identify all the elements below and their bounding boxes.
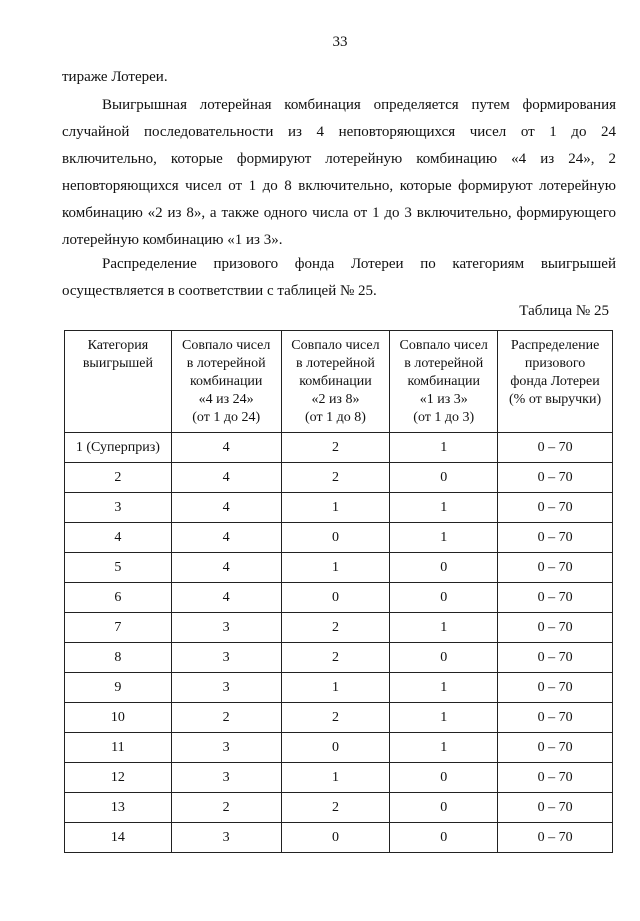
header-line: (от 1 до 3) [413, 410, 475, 425]
cell-match-1of3: 0 [390, 583, 498, 613]
paragraph-winning-combination: Выигрышная лотерейная комбинация определяется путем формирования случайной последовательности из 4 неповторяющихся чисел от 1 до 24 включительно, которые формируют лотерейную комбинацию «4 из 24», 2 неповторяющихся чисел от 1 до 8 включительно, которые формируют лотерейную комбинацию «2 из 8», а также одного числа от 1 до 3 включительно, формирующего лотерейную комбинацию «1 из 3». [62, 97, 616, 248]
cell-category: 7 [65, 613, 172, 643]
header-match-1of3 [390, 331, 498, 433]
table-row [65, 733, 613, 763]
cell-match-4of24: 4 [171, 493, 281, 523]
table-row [65, 553, 613, 583]
cell-match-2of8: 1 [281, 553, 390, 583]
cell-match-2of8: 1 [281, 493, 390, 523]
cell-match-2of8: 2 [281, 463, 390, 493]
cell-match-4of24: 4 [171, 523, 281, 553]
table-row [65, 613, 613, 643]
page-number: 33 [332, 34, 348, 50]
cell-match-1of3: 1 [390, 523, 498, 553]
cell-prize-fund: 0 – 70 [498, 643, 613, 673]
header-line: (от 1 до 24) [192, 410, 261, 425]
cell-category: 6 [65, 583, 172, 613]
cell-match-2of8: 0 [281, 523, 390, 553]
cell-match-1of3: 0 [390, 793, 498, 823]
header-line: комбинации [189, 374, 263, 389]
cell-category: 10 [65, 703, 172, 733]
cell-match-2of8: 1 [281, 763, 390, 793]
table-row [65, 643, 613, 673]
cell-match-1of3: 0 [390, 643, 498, 673]
cell-match-4of24: 4 [171, 463, 281, 493]
header-prize-fund [498, 331, 613, 433]
cell-prize-fund: 0 – 70 [498, 763, 613, 793]
table-row [65, 583, 613, 613]
cell-match-1of3: 0 [390, 553, 498, 583]
cell-match-1of3: 0 [390, 823, 498, 853]
cell-match-1of3: 1 [390, 613, 498, 643]
header-line: (от 1 до 8) [305, 410, 366, 425]
table-body [65, 433, 613, 853]
cell-category: 5 [65, 553, 172, 583]
cell-match-2of8: 1 [281, 673, 390, 703]
header-line: комбинации [299, 374, 372, 389]
cell-match-2of8: 2 [281, 643, 390, 673]
header-line: комбинации [407, 374, 480, 389]
header-line: выигрышей [82, 356, 153, 371]
header-line: в лотерейной [404, 356, 484, 371]
cell-prize-fund: 0 – 70 [498, 823, 613, 853]
table-row [65, 823, 613, 853]
cell-category: 4 [65, 523, 172, 553]
cell-match-4of24: 4 [171, 433, 281, 463]
table-row [65, 703, 613, 733]
cell-match-1of3: 1 [390, 703, 498, 733]
cell-prize-fund: 0 – 70 [498, 433, 613, 463]
cell-category: 14 [65, 823, 172, 853]
header-line: Совпало чисел [399, 338, 488, 353]
header-line: в лотерейной [295, 356, 375, 371]
prize-distribution-table [64, 330, 613, 853]
cell-match-4of24: 2 [171, 793, 281, 823]
cell-match-4of24: 3 [171, 823, 281, 853]
header-category [65, 331, 172, 433]
paragraph-prize-distribution: Распределение призового фонда Лотереи по категориям выигрышей осуществляется в соответствии с таблицей № 25. [62, 256, 616, 299]
cell-prize-fund: 0 – 70 [498, 703, 613, 733]
cell-match-2of8: 2 [281, 793, 390, 823]
cell-match-2of8: 2 [281, 613, 390, 643]
cell-category: 3 [65, 493, 172, 523]
cell-category: 8 [65, 643, 172, 673]
table-row [65, 493, 613, 523]
cell-match-1of3: 1 [390, 733, 498, 763]
table-row [65, 433, 613, 463]
cell-match-1of3: 1 [390, 493, 498, 523]
cell-match-2of8: 0 [281, 733, 390, 763]
paragraph-continuation: тираже Лотереи. [62, 69, 168, 85]
cell-prize-fund: 0 – 70 [498, 493, 613, 523]
cell-category: 13 [65, 793, 172, 823]
cell-match-2of8: 0 [281, 583, 390, 613]
header-line: «1 из 3» [419, 392, 468, 407]
header-line: (% от выручки) [509, 392, 602, 407]
cell-match-4of24: 3 [171, 643, 281, 673]
cell-match-4of24: 3 [171, 733, 281, 763]
cell-category: 12 [65, 763, 172, 793]
table-row [65, 523, 613, 553]
cell-prize-fund: 0 – 70 [498, 733, 613, 763]
table-row [65, 463, 613, 493]
header-line: Совпало чисел [181, 338, 271, 353]
cell-match-1of3: 1 [390, 433, 498, 463]
table-row [65, 673, 613, 703]
cell-prize-fund: 0 – 70 [498, 673, 613, 703]
header-line: Распределение [510, 338, 600, 353]
cell-prize-fund: 0 – 70 [498, 793, 613, 823]
cell-match-1of3: 0 [390, 463, 498, 493]
cell-prize-fund: 0 – 70 [498, 583, 613, 613]
header-line: Категория [87, 338, 149, 353]
cell-match-2of8: 2 [281, 703, 390, 733]
cell-match-4of24: 4 [171, 553, 281, 583]
table-caption: Таблица № 25 [519, 303, 609, 319]
cell-category: 9 [65, 673, 172, 703]
header-line: фонда Лотереи [510, 374, 600, 389]
header-line: «2 из 8» [311, 392, 360, 407]
cell-category: 1 (Суперприз) [65, 433, 172, 463]
cell-match-1of3: 0 [390, 763, 498, 793]
cell-match-1of3: 1 [390, 673, 498, 703]
table-row [65, 763, 613, 793]
cell-prize-fund: 0 – 70 [498, 553, 613, 583]
cell-prize-fund: 0 – 70 [498, 613, 613, 643]
header-match-2of8 [281, 331, 390, 433]
header-line: в лотерейной [186, 356, 266, 371]
header-line: Совпало чисел [291, 338, 380, 353]
cell-match-2of8: 2 [281, 433, 390, 463]
table-row [65, 793, 613, 823]
cell-match-4of24: 2 [171, 703, 281, 733]
cell-category: 11 [65, 733, 172, 763]
header-line: призового [524, 356, 586, 371]
cell-prize-fund: 0 – 70 [498, 463, 613, 493]
cell-match-4of24: 3 [171, 763, 281, 793]
header-match-4of24 [171, 331, 281, 433]
header-line: «4 из 24» [198, 392, 254, 407]
cell-match-4of24: 3 [171, 673, 281, 703]
cell-match-2of8: 0 [281, 823, 390, 853]
cell-match-4of24: 3 [171, 613, 281, 643]
cell-match-4of24: 4 [171, 583, 281, 613]
cell-category: 2 [65, 463, 172, 493]
table-header-row [65, 331, 613, 433]
cell-prize-fund: 0 – 70 [498, 523, 613, 553]
